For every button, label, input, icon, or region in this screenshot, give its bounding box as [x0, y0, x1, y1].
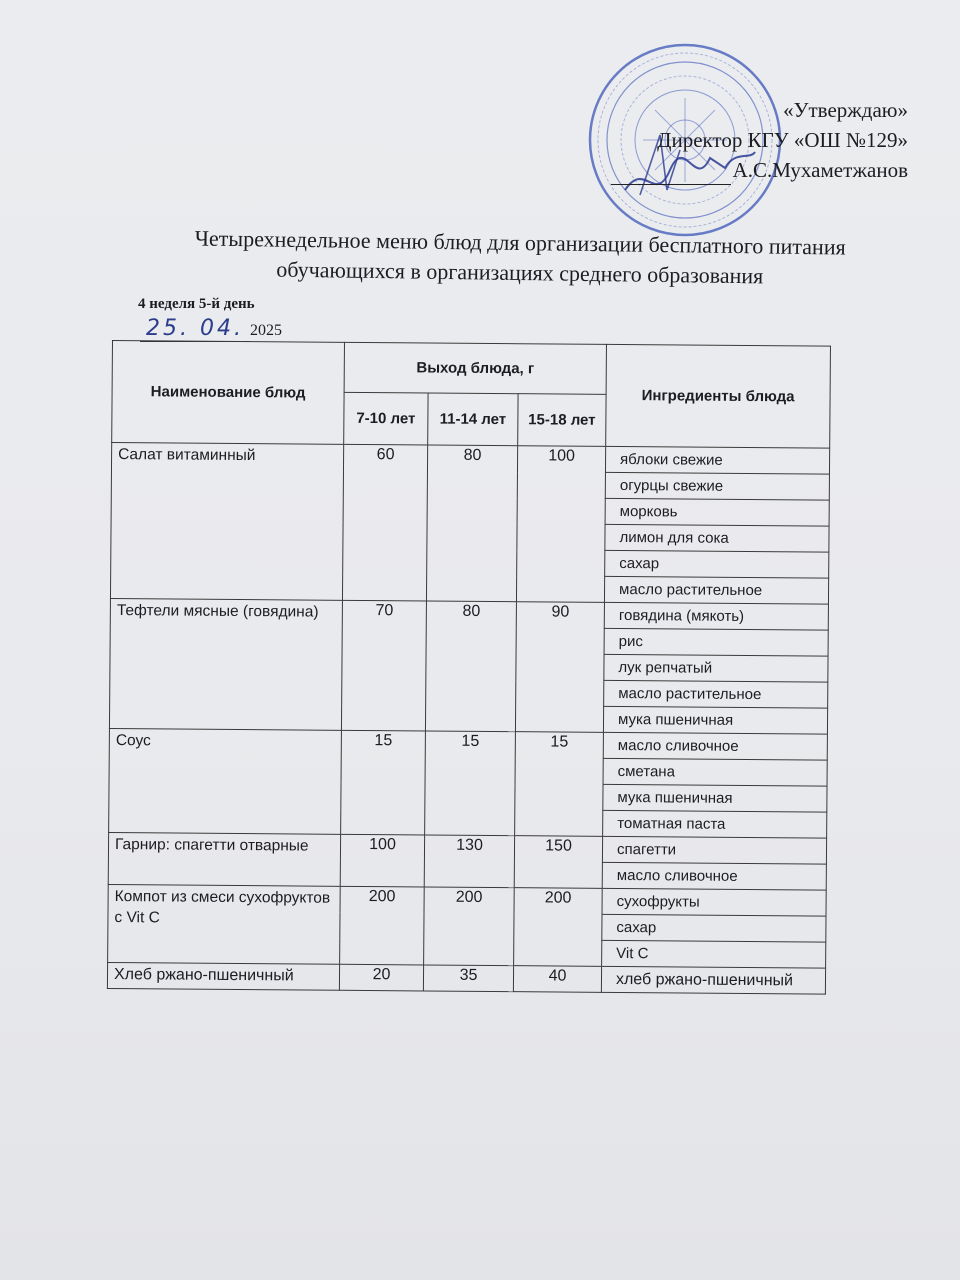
- dish-value-7-10: 20: [339, 964, 423, 991]
- approval-signatory: А.С.Мухаметжанов: [732, 158, 908, 182]
- dish-value-11-14: 200: [424, 887, 515, 966]
- ingredient: масло сливочное: [602, 862, 826, 890]
- ingredient: сухофрукты: [602, 888, 826, 916]
- ingredient: говядина (мякоть): [604, 602, 828, 630]
- ingredient: яблоки свежие: [605, 446, 829, 474]
- header-output: Выход блюда, г: [344, 342, 606, 394]
- dish-value-7-10: 60: [342, 444, 427, 601]
- ingredient: Vit C: [602, 940, 826, 968]
- dish-value-11-14: 80: [425, 601, 516, 732]
- ingredient: сахар: [602, 914, 826, 942]
- ingredient: лук репчатый: [604, 654, 828, 682]
- ingredient: масло растительное: [604, 680, 828, 708]
- ingredient: лимон для сока: [605, 524, 829, 552]
- handwritten-date: 25. 04.: [140, 316, 250, 342]
- table-row: [111, 443, 829, 475]
- dish-value-15-18: 40: [513, 966, 601, 993]
- dish-value-15-18: 150: [514, 836, 602, 889]
- approval-heading: «Утверждаю»: [783, 98, 908, 122]
- dish-value-7-10: 15: [341, 730, 426, 835]
- table-row: [108, 832, 826, 864]
- menu-table: [107, 340, 831, 995]
- dish-value-15-18: 200: [514, 888, 603, 967]
- dish-value-7-10: 200: [340, 886, 425, 965]
- ingredient: мука пшеничная: [603, 784, 827, 812]
- table-row: [107, 962, 825, 994]
- title-line-2: обучающихся в организациях среднего образования: [276, 256, 764, 289]
- dish-name: Компот из смеси сухофруктов с Vit C: [108, 884, 341, 964]
- ingredient: томатная паста: [603, 810, 827, 838]
- approval-signature-line: [611, 155, 908, 185]
- approval-position: Директор КГУ «ОШ №129»: [657, 128, 908, 152]
- ingredient: огурцы свежие: [605, 472, 829, 500]
- table-row: [109, 728, 827, 760]
- dish-value-11-14: 15: [425, 731, 516, 836]
- title-line-1: Четырехнедельное меню блюд для организации бесплатного питания: [194, 225, 846, 260]
- date-year: 2025: [250, 322, 282, 339]
- ingredient: масло растительное: [604, 576, 828, 604]
- page-title: [110, 222, 931, 293]
- ingredient: масло сливочное: [603, 732, 827, 760]
- dish-name: Салат витаминный: [110, 443, 343, 601]
- table-row: [110, 598, 828, 630]
- dish-name: Хлеб ржано-пшеничный: [107, 962, 339, 990]
- dish-value-15-18: 15: [515, 732, 604, 837]
- dish-value-15-18: 90: [515, 602, 604, 733]
- dish-value-7-10: 100: [340, 834, 424, 887]
- header-age-15-18: 15-18 лет: [518, 394, 606, 447]
- dish-value-15-18: 100: [516, 446, 605, 603]
- dish-value-11-14: 35: [423, 965, 513, 992]
- ingredient: сахар: [605, 550, 829, 578]
- table-row: [108, 884, 826, 916]
- header-age-11-14: 11-14 лет: [428, 393, 518, 446]
- week-day-label: 4 неделя 5-й день: [138, 296, 255, 312]
- ingredient: сметана: [603, 758, 827, 786]
- menu-date: [140, 316, 282, 342]
- signature: [611, 164, 731, 185]
- header-age-7-10: 7-10 лет: [344, 392, 428, 445]
- header-dish: Наименование блюд: [112, 341, 345, 445]
- ingredient: мука пшеничная: [603, 706, 827, 734]
- ingredient: хлеб ржано-пшеничный: [601, 966, 825, 994]
- dish-value-11-14: 130: [424, 835, 514, 888]
- dish-name: Соус: [109, 728, 342, 834]
- dish-name: Тефтели мясные (говядина): [109, 598, 342, 730]
- ingredient: рис: [604, 628, 828, 656]
- approval-block: [611, 95, 908, 185]
- dish-value-11-14: 80: [426, 445, 517, 602]
- dish-name: Гарнир: спагетти отварные: [108, 832, 340, 886]
- ingredient: морковь: [605, 498, 829, 526]
- header-ingredients: Ингредиенты блюда: [606, 344, 831, 448]
- ingredient: спагетти: [602, 836, 826, 864]
- dish-value-7-10: 70: [341, 600, 426, 731]
